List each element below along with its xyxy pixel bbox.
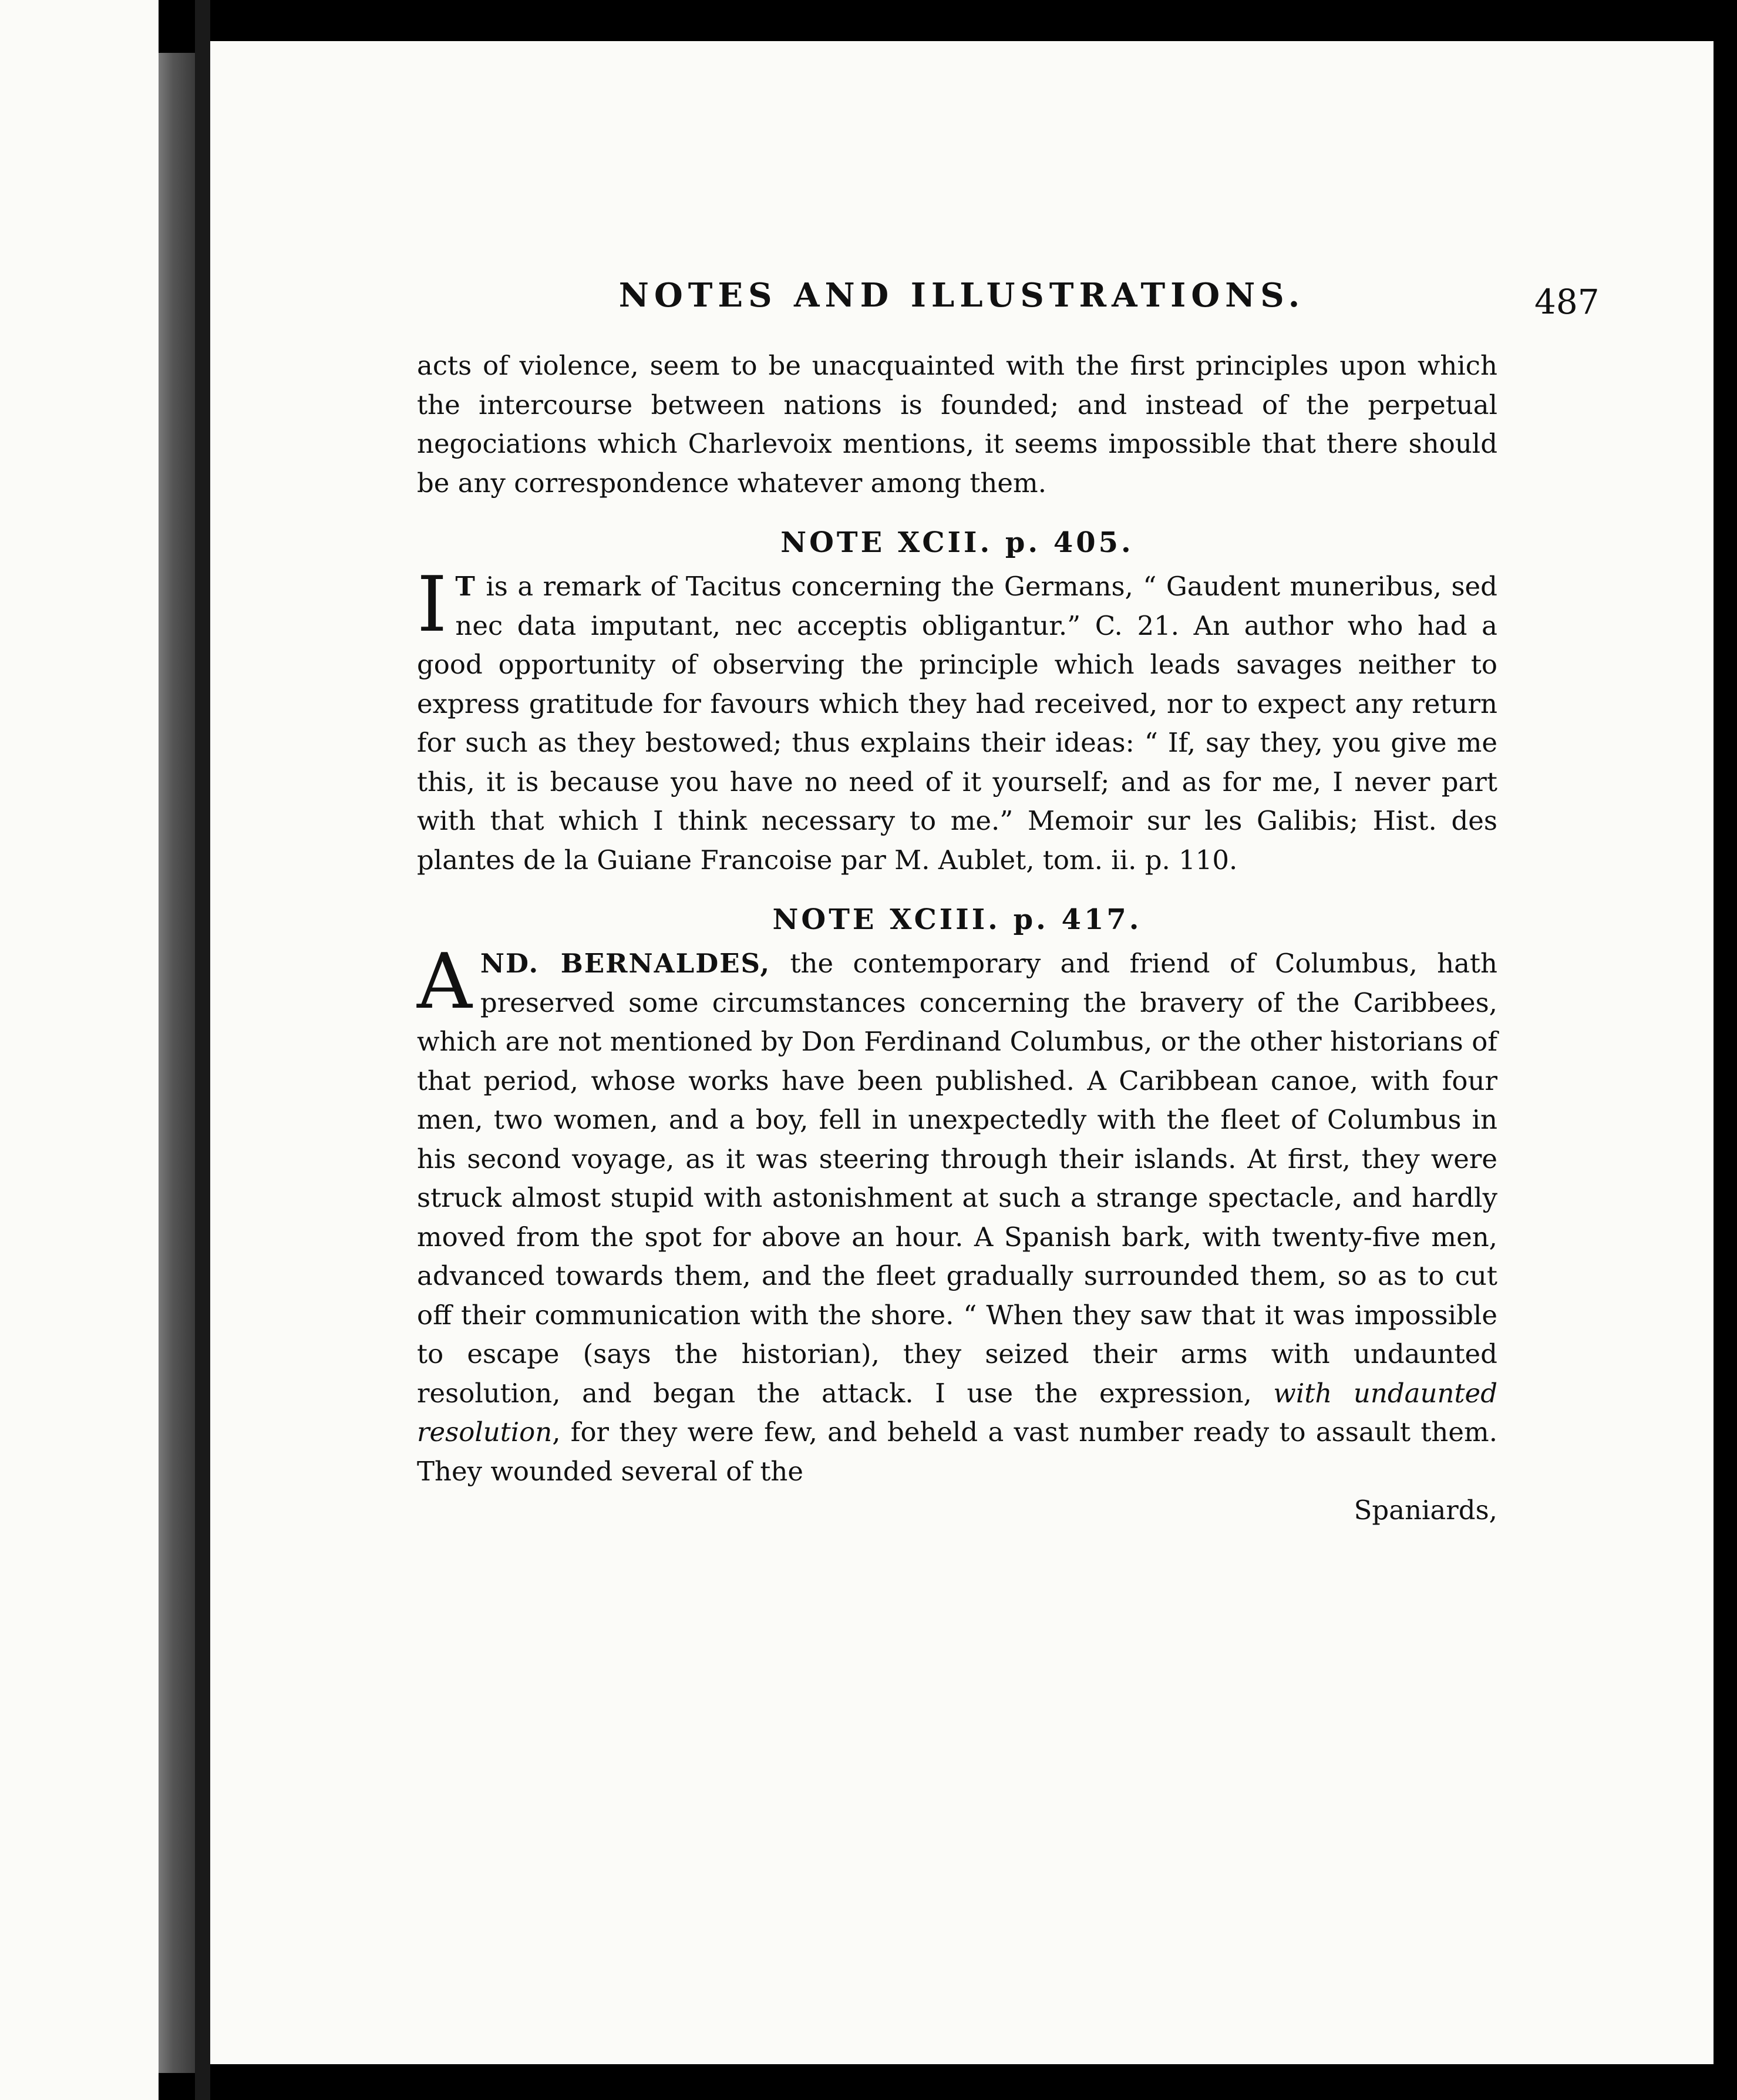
note-text: is a remark of Tacitus concerning the Germans, “ Gaudent muneribus, sed nec data imputant, nec acceptis obligantur.” C. 21. An author who had a good opportunity of observing the principle which leads savages neither to express gratitude for favours which they had received, nor to expect any return for such as they bestowed; thus explains their ideas: “ If, say they, you give me this, it is because you have no need of it yourself; and as for me, I never part with that which I think necessary to me.” Memoir sur les Galibis; Hist. des plantes de la Guiane Francoise par M. Aublet, tom. ii. p. 110. bbox=[417, 571, 1497, 876]
italic-phrase: with undaunted resolution bbox=[417, 1377, 1497, 1448]
note-heading: NOTE XCIII. p. 417. bbox=[772, 903, 1142, 936]
book-page bbox=[210, 41, 1714, 2064]
drop-cap: I bbox=[417, 560, 447, 649]
note-paragraph bbox=[417, 937, 1498, 1491]
catchword: Spaniards, bbox=[1354, 1495, 1497, 1526]
page-body bbox=[417, 346, 1497, 1530]
running-title: NOTES AND ILLUSTRATIONS. bbox=[618, 276, 1305, 315]
facing-page-edge bbox=[0, 0, 159, 2100]
note-text: the contemporary and friend of Columbus, hath preserved some circumstances concerning the bravery of the Caribbees, which are not mentioned by Don Ferdinand Columbus, or the other historians of that period, whose works have been published. A Caribbean canoe, with four men, two women, and a boy, fell in unexpectedly with the fleet of Columbus in his second voyage, as it was steering through their islands. At first, they were struck almost stupid with astonishment at such a strange spectacle, and hardly moved from the spot for above an hour. A Spanish bark, with twenty-five men, advanced towards them, and the fleet gradually surrounded them, so as to cut off their communication with the shore. “ When they saw that it was impossible to escape (says the historian), they seized their arms with undaunted resolution, and began the attack. I use the expression, bbox=[417, 948, 1498, 1409]
lead-word: ND. BERNALDES, bbox=[480, 948, 771, 979]
gutter bbox=[195, 0, 210, 2100]
lead-word: T bbox=[455, 571, 476, 602]
continuation-paragraph: acts of violence, seem to be unacquainted with the first principles upon which the intercourse between nations is founded; and instead of the perpetual negociations which Charlevoix mentions, it seems impossible that there should be any correspondence whatever among them. bbox=[417, 350, 1497, 499]
note-text-continued: , for they were few, and beheld a vast number ready to assault them. They wounded several of the bbox=[417, 1416, 1497, 1487]
note-paragraph bbox=[417, 560, 1497, 880]
drop-cap: A bbox=[417, 937, 472, 1026]
book-spine-shadow bbox=[159, 53, 195, 2073]
note-heading: NOTE XCII. p. 405. bbox=[780, 526, 1134, 559]
page-number: 487 bbox=[1534, 282, 1600, 322]
